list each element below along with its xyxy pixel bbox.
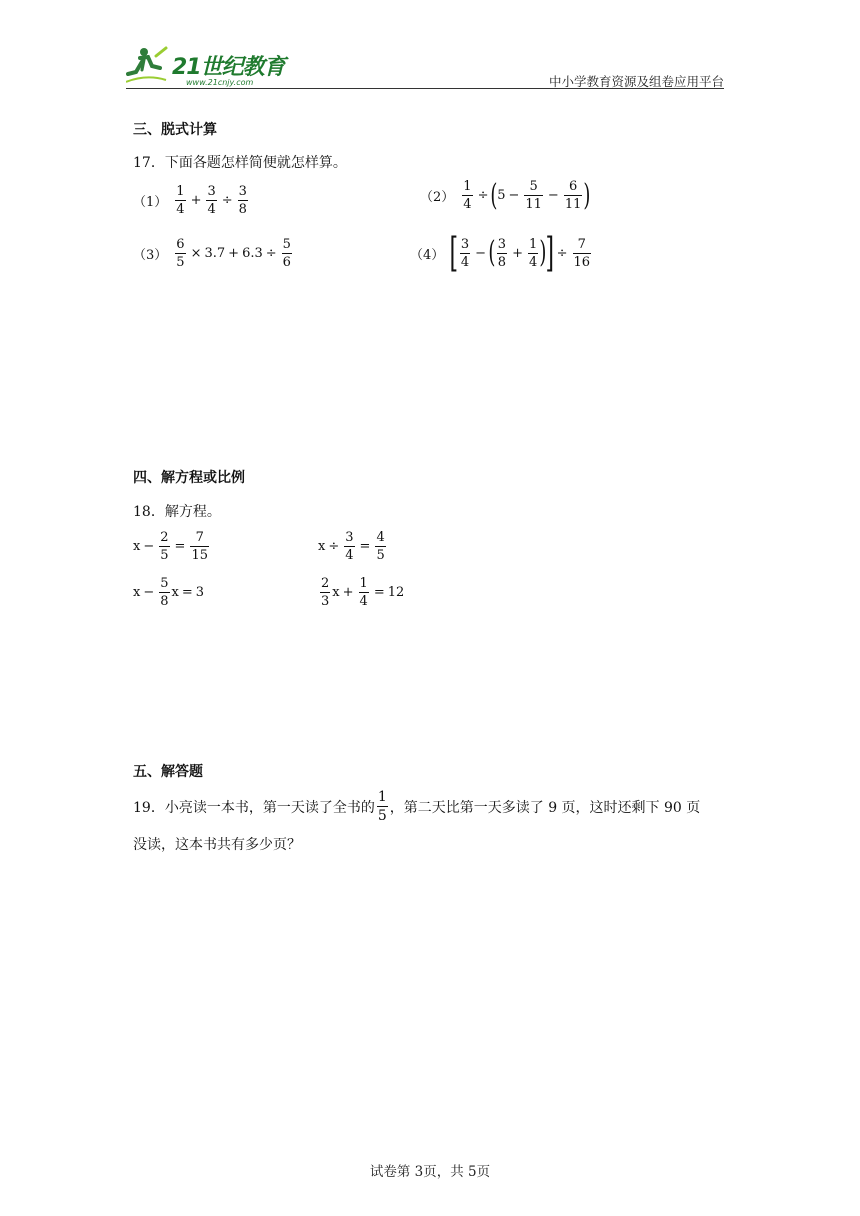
question-19-line-1: 19．小亮读一本书，第一天读了全书的 $\frac{1}{5}$ ，第二天比第一天多读了 9 页，这时还剩下 90 页 xyxy=(133,789,701,824)
fraction: $\frac{3}{8}$ xyxy=(497,236,507,270)
item-label: （2） xyxy=(420,190,455,205)
question-18-prompt: 18．解方程。 xyxy=(133,504,221,520)
fraction: $\frac{4}{5}$ xyxy=(376,530,385,563)
section-4-title: 四、解方程或比例 xyxy=(133,470,245,486)
section-5-title: 五、解答题 xyxy=(133,764,203,780)
fraction: $\frac{3}{4}$ xyxy=(460,236,470,270)
fraction: $\frac{1}{4}$ xyxy=(176,184,185,217)
equation-3: x − $\frac{5}{8}$ x = 3 xyxy=(133,576,205,609)
fraction: $\frac{5}{11}$ xyxy=(525,179,542,212)
fraction: $\frac{1}{4}$ xyxy=(528,236,538,270)
logo-url: www.21cnjy.com xyxy=(186,78,254,87)
item-label: （4） xyxy=(410,247,445,263)
fraction: $\frac{1}{4}$ xyxy=(359,576,368,609)
fraction: $\frac{2}{5}$ xyxy=(160,530,169,563)
fraction: $\frac{6}{11}$ xyxy=(564,179,582,212)
fraction: $\frac{5}{6}$ xyxy=(282,237,291,270)
fraction: $\frac{3}{8}$ xyxy=(238,184,247,217)
equation-2: x ÷ $\frac{3}{4}$ = $\frac{4}{5}$ xyxy=(318,530,385,563)
page-footer: 试卷第 3页，共 5页 xyxy=(369,1164,491,1180)
q17-item-3: （3） $\frac{6}{5}$ × 3.7 + 6.3 ÷ $\frac{5}{6}$ xyxy=(133,237,291,270)
q17-item-4: （4） [ $\frac{3}{4}$ − ( $\frac{3}{8}$ + $\frac{1}{4}$ ) ] ÷ $\frac{7}{16}$ xyxy=(410,230,591,276)
equation-4: $\frac{2}{3}$ x + $\frac{1}{4}$ = 12 xyxy=(321,576,405,609)
logo-text: 21世纪教育 xyxy=(172,55,285,80)
fraction: $\frac{1}{4}$ xyxy=(463,179,472,212)
question-17-prompt: 17．下面各题怎样简便就怎样算。 xyxy=(133,155,347,171)
q17-item-2: （2） $\frac{1}{4}$ ÷ ( 5 − $\frac{5}{11}$ − $\frac{6}{11}$ ) xyxy=(420,177,591,213)
item-label: （3） xyxy=(133,248,168,263)
q17-item-1: （1） $\frac{1}{4}$ + $\frac{3}{4}$ ÷ $\frac{3}{8}$ xyxy=(133,184,247,217)
fraction: $\frac{7}{15}$ xyxy=(191,530,208,563)
fraction: $\frac{5}{8}$ xyxy=(160,576,169,609)
fraction: $\frac{3}{4}$ xyxy=(345,530,354,563)
equation-1: x − $\frac{2}{5}$ = $\frac{7}{15}$ xyxy=(133,530,208,563)
site-logo xyxy=(126,44,296,94)
fraction: $\frac{2}{3}$ xyxy=(321,576,330,609)
header-divider xyxy=(126,88,724,89)
section-3-title: 三、脱式计算 xyxy=(133,122,217,138)
fraction: $\frac{1}{5}$ xyxy=(377,789,387,824)
fraction: $\frac{7}{16}$ xyxy=(573,236,591,270)
fraction: $\frac{6}{5}$ xyxy=(176,237,185,270)
item-label: （1） xyxy=(133,195,168,210)
fraction: $\frac{3}{4}$ xyxy=(207,184,216,217)
question-19-line-2: 没读，这本书共有多少页？ xyxy=(133,837,301,853)
header-tagline: 中小学教育资源及组卷应用平台 xyxy=(548,74,724,89)
